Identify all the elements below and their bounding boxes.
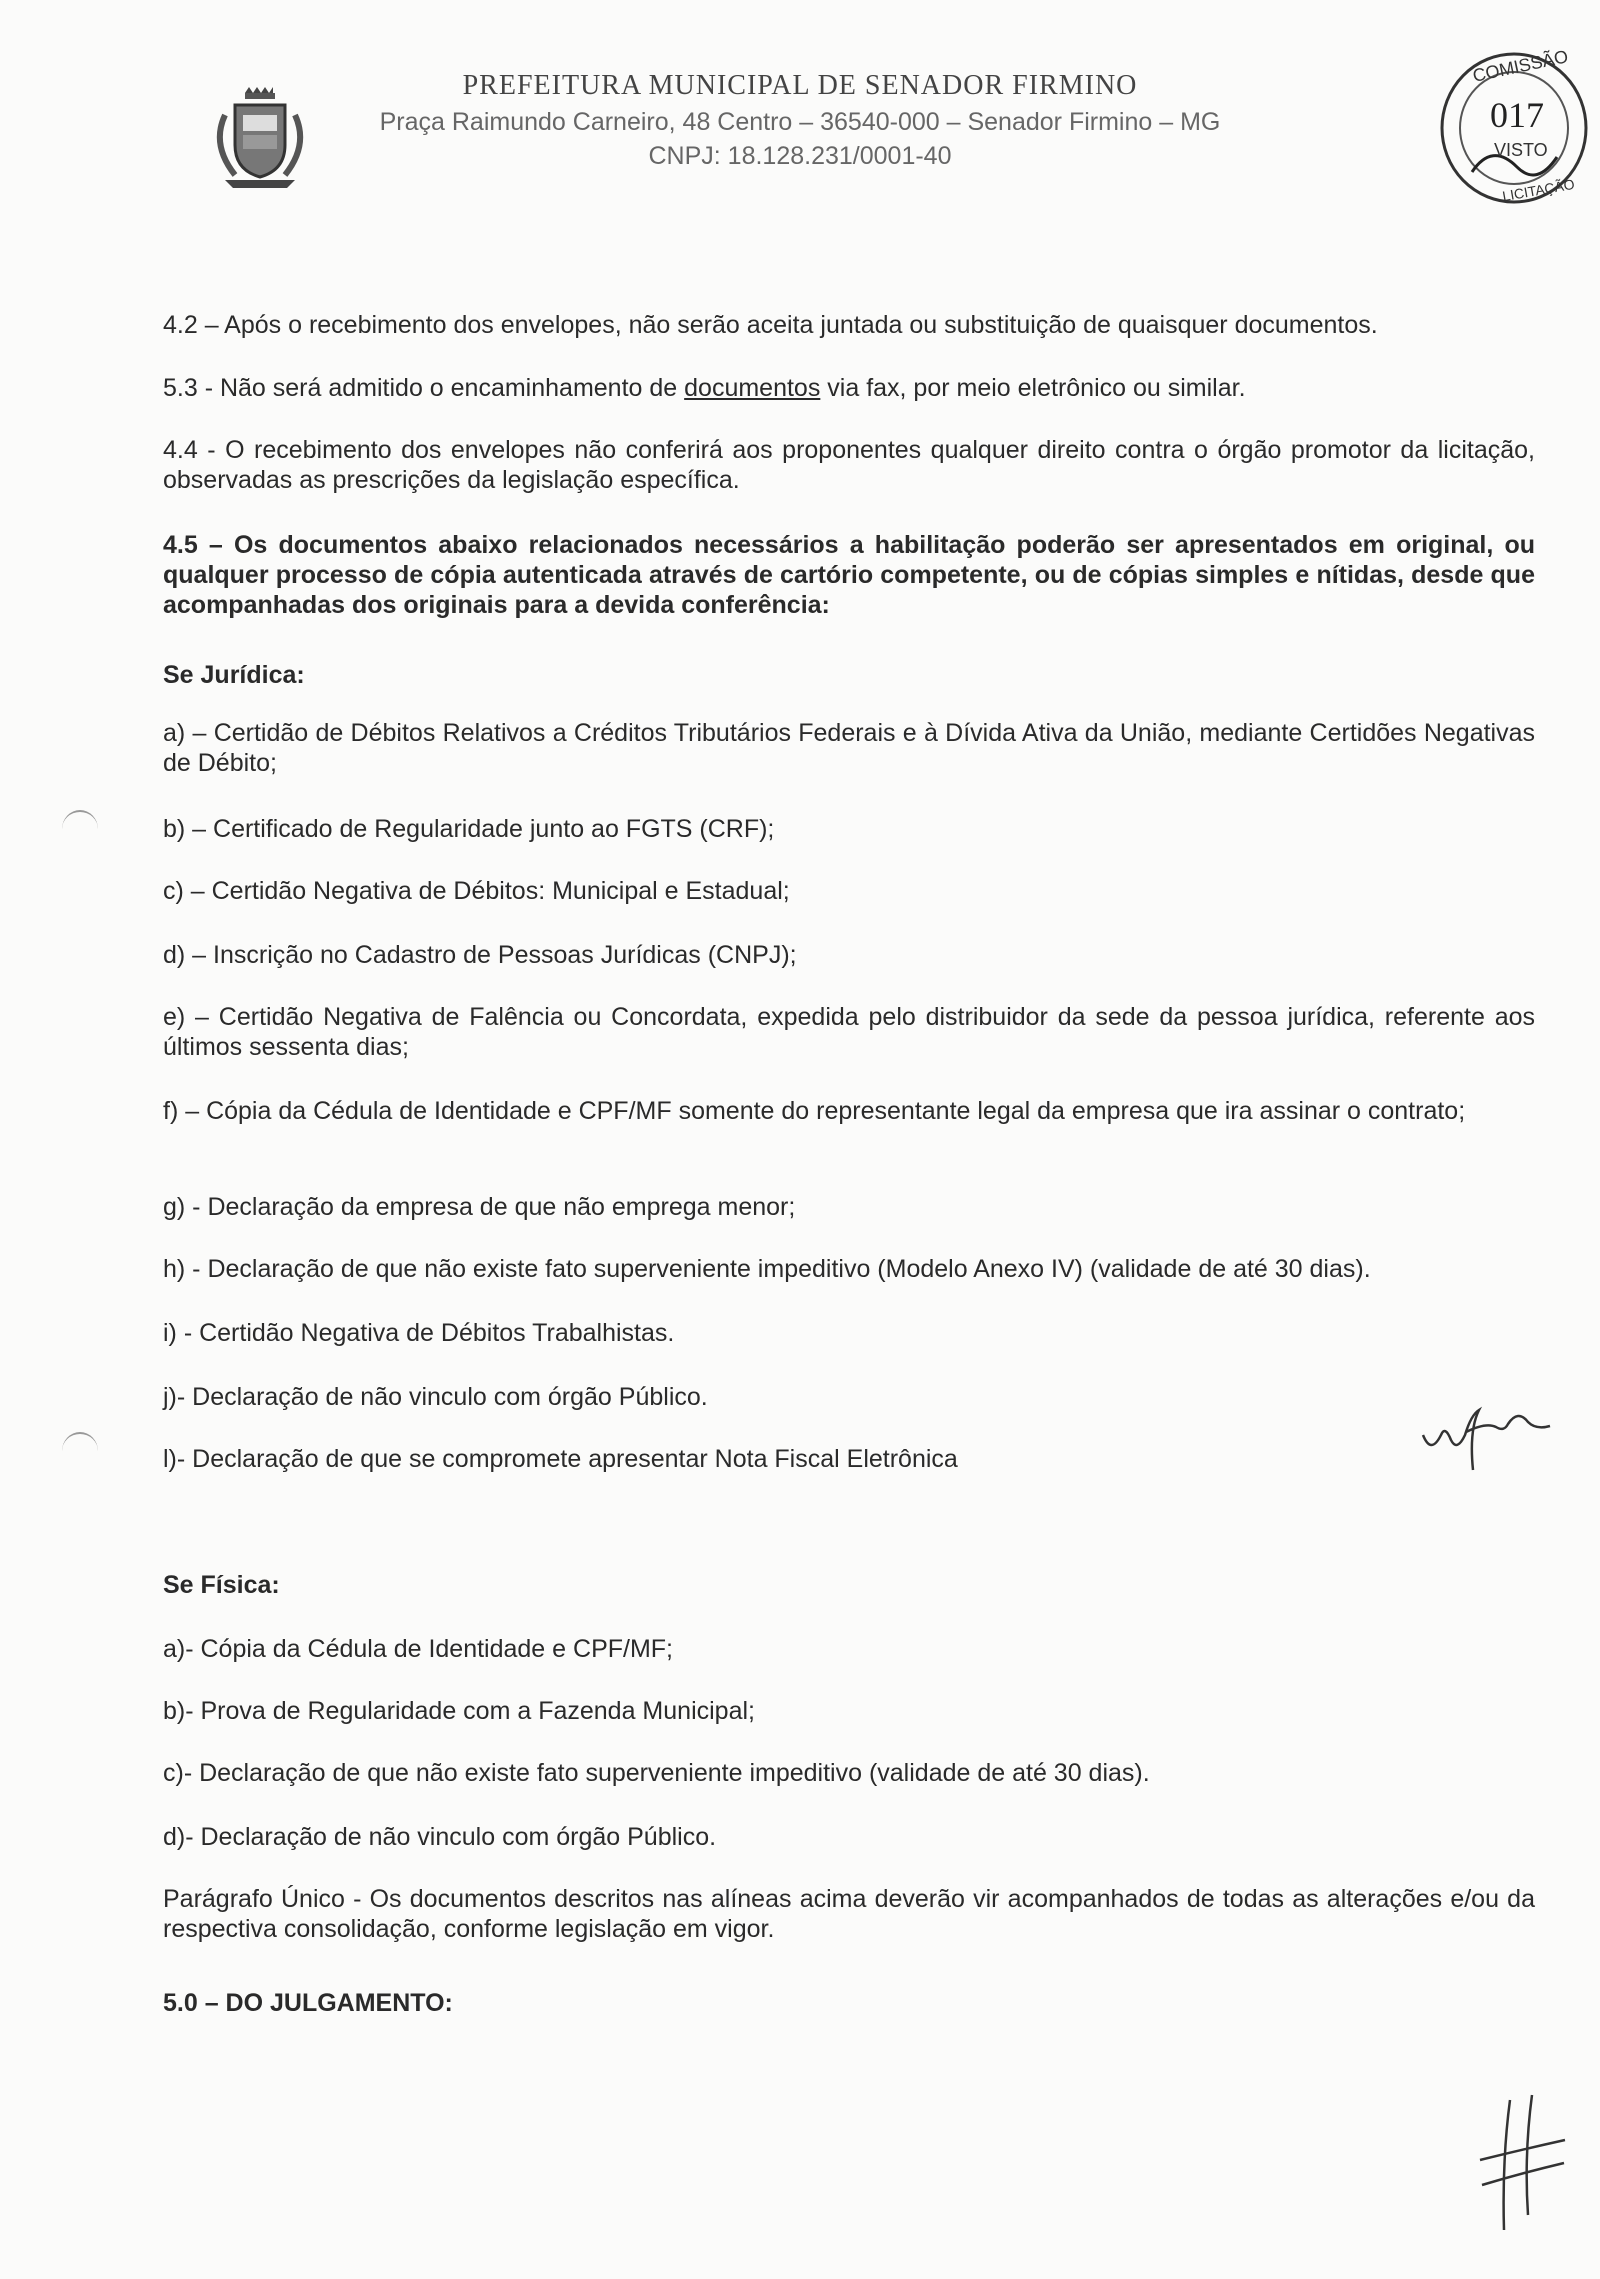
paragraph-4-5: 4.5 – Os documentos abaixo relacionados necessários a habilitação poderão ser apresentados em original, ou qualquer processo de cópia autenticada através de cartório competente, ou de cópias simples e nítidas, desde que acompanhadas dos originais para a devida conferência:	[163, 531, 1535, 619]
header-title: PREFEITURA MUNICIPAL DE SENADOR FIRMINO	[462, 70, 1138, 101]
paragrafo-unico: Parágrafo Único - Os documentos descritos nas alíneas acima deverão vir acompanhados de todas as alterações e/ou da respectiva consolidação, conforme legislação em vigor.	[163, 1885, 1535, 1943]
stamp-visto-text: VISTO	[1494, 140, 1548, 160]
paragraph-5-3: 5.3 - Não será admitido o encaminhamento de documentos via fax, por meio eletrônico ou similar.	[163, 374, 1246, 402]
juridica-item-j: j)- Declaração de não vinculo com órgão Público.	[163, 1383, 708, 1411]
commission-stamp	[1432, 42, 1592, 207]
handwritten-signature	[1418, 1400, 1568, 1480]
juridica-item-i: i) - Certidão Negativa de Débitos Trabalhistas.	[163, 1319, 675, 1347]
header-address: Praça Raimundo Carneiro, 48 Centro – 36540-000 – Senador Firmino – MG	[379, 108, 1221, 136]
juridica-item-a: a) – Certidão de Débitos Relativos a Créditos Tributários Federais e à Dívida Ativa da União, mediante Certidões Negativas de Débito;	[163, 719, 1535, 777]
fisica-item-c: c)- Declaração de que não existe fato superveniente impeditivo (validade de até 30 dias).	[163, 1759, 1150, 1787]
margin-bracket-mark	[62, 810, 98, 848]
stamp-top-text: COMISSÃO	[1470, 46, 1570, 86]
juridica-item-b: b) – Certificado de Regularidade junto ao FGTS (CRF);	[163, 815, 775, 843]
juridica-item-f: f) – Cópia da Cédula de Identidade e CPF/MF somente do representante legal da empresa que ira assinar o contrato;	[163, 1097, 1466, 1125]
juridica-item-l: l)- Declaração de que se compromete apresentar Nota Fiscal Eletrônica	[163, 1445, 958, 1473]
heading-se-fisica: Se Física:	[163, 1571, 280, 1599]
stamp-bottom-text: LICITAÇÃO	[1501, 175, 1576, 205]
juridica-item-e: e) – Certidão Negativa de Falência ou Concordata, expedida pelo distribuidor da sede da pessoa jurídica, referente aos últimos sessenta dias;	[163, 1003, 1535, 1061]
underlined-documentos: documentos	[684, 374, 821, 402]
handwritten-initials	[1470, 2090, 1570, 2240]
heading-julgamento: 5.0 – DO JULGAMENTO:	[163, 1989, 453, 2017]
header-cnpj: CNPJ: 18.128.231/0001-40	[648, 142, 952, 170]
stamp-number: 017	[1490, 95, 1544, 135]
heading-se-juridica: Se Jurídica:	[163, 661, 305, 689]
juridica-item-g: g) - Declaração da empresa de que não emprega menor;	[163, 1193, 796, 1221]
fisica-item-d: d)- Declaração de não vinculo com órgão Público.	[163, 1823, 717, 1851]
fisica-item-a: a)- Cópia da Cédula de Identidade e CPF/MF;	[163, 1635, 673, 1663]
paragraph-4-4: 4.4 - O recebimento dos envelopes não conferirá aos proponentes qualquer direito contra o órgão promotor da licitação, observadas as prescrições da legislação específica.	[163, 436, 1535, 494]
juridica-item-c: c) – Certidão Negativa de Débitos: Municipal e Estadual;	[163, 877, 790, 905]
juridica-item-d: d) – Inscrição no Cadastro de Pessoas Jurídicas (CNPJ);	[163, 941, 797, 969]
margin-bracket-mark	[62, 1432, 98, 1470]
paragraph-4-2: 4.2 – Após o recebimento dos envelopes, não serão aceita juntada ou substituição de quaisquer documentos.	[163, 311, 1378, 339]
juridica-item-h: h) - Declaração de que não existe fato superveniente impeditivo (Modelo Anexo IV) (validade de até 30 dias).	[163, 1255, 1371, 1283]
fisica-item-b: b)- Prova de Regularidade com a Fazenda Municipal;	[163, 1697, 755, 1725]
